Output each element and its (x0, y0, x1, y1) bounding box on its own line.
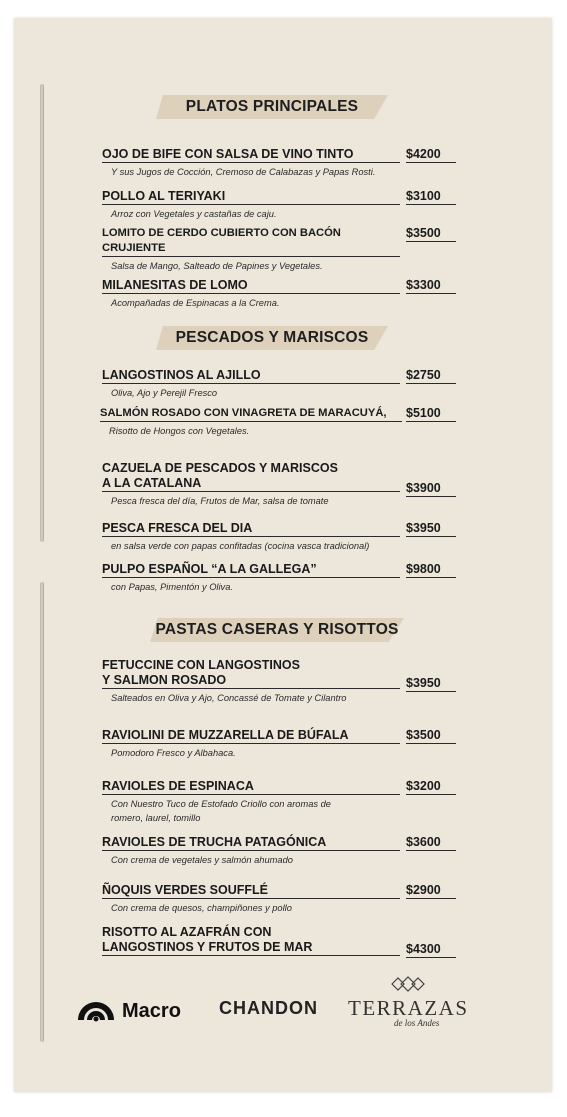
item-price: $3300 (406, 278, 456, 294)
sponsor-logos (76, 990, 476, 1040)
binder-rail-bottom (40, 582, 44, 1042)
item-price: $2750 (406, 368, 456, 384)
item-description: Con crema de vegetales y salmón ahumado (111, 855, 293, 865)
item-price: $3500 (406, 226, 456, 242)
item-description: con Papas, Pimentón y Oliva. (111, 582, 233, 592)
menu-item (102, 779, 456, 825)
item-name: RAVIOLINI DE MUZZARELLA DE BÚFALA (102, 728, 400, 744)
menu-item (102, 189, 456, 221)
item-price: $9800 (406, 562, 456, 578)
item-description: Salsa de Mango, Salteado de Papines y Vegetales. (111, 261, 323, 271)
item-price: $3600 (406, 835, 456, 851)
binder-rail-top (40, 84, 44, 542)
item-name: ÑOQUIS VERDES SOUFFLÉ (102, 883, 400, 899)
item-price: $2900 (406, 883, 456, 899)
item-price: $3500 (406, 728, 456, 744)
item-description: Pomodoro Fresco y Albahaca. (111, 748, 236, 758)
section-header-pastas (150, 618, 404, 642)
item-name: LANGOSTINOS AL AJILLO (102, 368, 400, 384)
item-description: Y sus Jugos de Cocción, Cremoso de Calabazas y Papas Rosti. (111, 167, 376, 177)
item-name: RISOTTO AL AZAFRÁN CON LANGOSTINOS Y FRUTOS DE MAR (102, 925, 400, 956)
item-price: $5100 (406, 406, 456, 422)
item-description: Risotto de Hongos con Vegetales. (109, 426, 250, 436)
item-price: $3100 (406, 189, 456, 205)
item-price: $4200 (406, 147, 456, 163)
item-name: OJO DE BIFE CON SALSA DE VINO TINTO (102, 147, 400, 163)
macro-logo (76, 994, 181, 1028)
menu-item (102, 925, 456, 956)
item-description: Salteados en Oliva y Ajo, Concassé de Tomate y Cilantro (111, 693, 347, 703)
menu-item (102, 728, 456, 760)
menu-item (102, 147, 456, 179)
menu-item (100, 406, 456, 438)
item-price: $3950 (406, 521, 456, 537)
section-header-pescados (156, 326, 388, 350)
menu-item (102, 461, 456, 508)
menu-item (102, 521, 456, 553)
item-description: Con crema de quesos, champiñones y pollo (111, 903, 292, 913)
item-description: Con Nuestro Tuco de Estofado Criollo con aromas de romero, laurel, tomillo (111, 799, 331, 823)
item-name: FETUCCINE CON LANGOSTINOS Y SALMON ROSADO (102, 658, 400, 689)
item-name: LOMITO DE CERDO CUBIERTO CON BACÓN CRUJIENTE (102, 226, 400, 257)
item-price: $3200 (406, 779, 456, 795)
terrazas-diamond-icon (390, 976, 426, 997)
section-title: PESCADOS Y MARISCOS (175, 329, 369, 346)
chandon-logo: CHANDON (219, 998, 318, 1018)
item-name: POLLO AL TERIYAKI (102, 189, 400, 205)
menu-item (102, 658, 456, 705)
menu-item (102, 835, 456, 867)
item-name: PULPO ESPAÑOL “A LA GALLEGA” (102, 562, 400, 578)
item-description: Pesca fresca del día, Frutos de Mar, salsa de tomate (111, 496, 329, 506)
menu-item (102, 226, 456, 273)
menu-item (102, 562, 456, 594)
section-header-principales (156, 95, 388, 119)
menu-item (102, 278, 456, 310)
item-price: $3950 (406, 676, 456, 692)
item-price: $4300 (406, 942, 456, 958)
item-name: RAVIOLES DE ESPINACA (102, 779, 400, 795)
item-description: Arroz con Vegetales y castañas de caju. (111, 209, 277, 219)
section-title: PLATOS PRINCIPALES (185, 98, 359, 115)
item-name: RAVIOLES DE TRUCHA PATAGÓNICA (102, 835, 400, 851)
macro-logo-icon (76, 994, 116, 1028)
item-name: SALMÓN ROSADO CON VINAGRETA DE MARACUYÁ, (100, 406, 402, 422)
terrazas-logo: TERRAZAS (348, 996, 469, 1020)
item-name: CAZUELA DE PESCADOS Y MARISCOS A LA CATALANA (102, 461, 400, 492)
terrazas-logo-subtitle: de los Andes (394, 1018, 440, 1028)
macro-logo-text: Macro (122, 999, 181, 1022)
item-description: en salsa verde con papas confitadas (cocina vasca tradicional) (111, 541, 370, 551)
menu-item (102, 368, 456, 400)
section-title: PASTAS CASERAS Y RISOTTOS (155, 621, 399, 638)
item-description: Acompañadas de Espinacas a la Crema. (111, 298, 280, 308)
item-price: $3900 (406, 481, 456, 497)
item-name: MILANESITAS DE LOMO (102, 278, 400, 294)
item-name: PESCA FRESCA DEL DIA (102, 521, 400, 537)
item-description: Oliva, Ajo y Perejil Fresco (111, 388, 218, 398)
menu-item (102, 883, 456, 915)
